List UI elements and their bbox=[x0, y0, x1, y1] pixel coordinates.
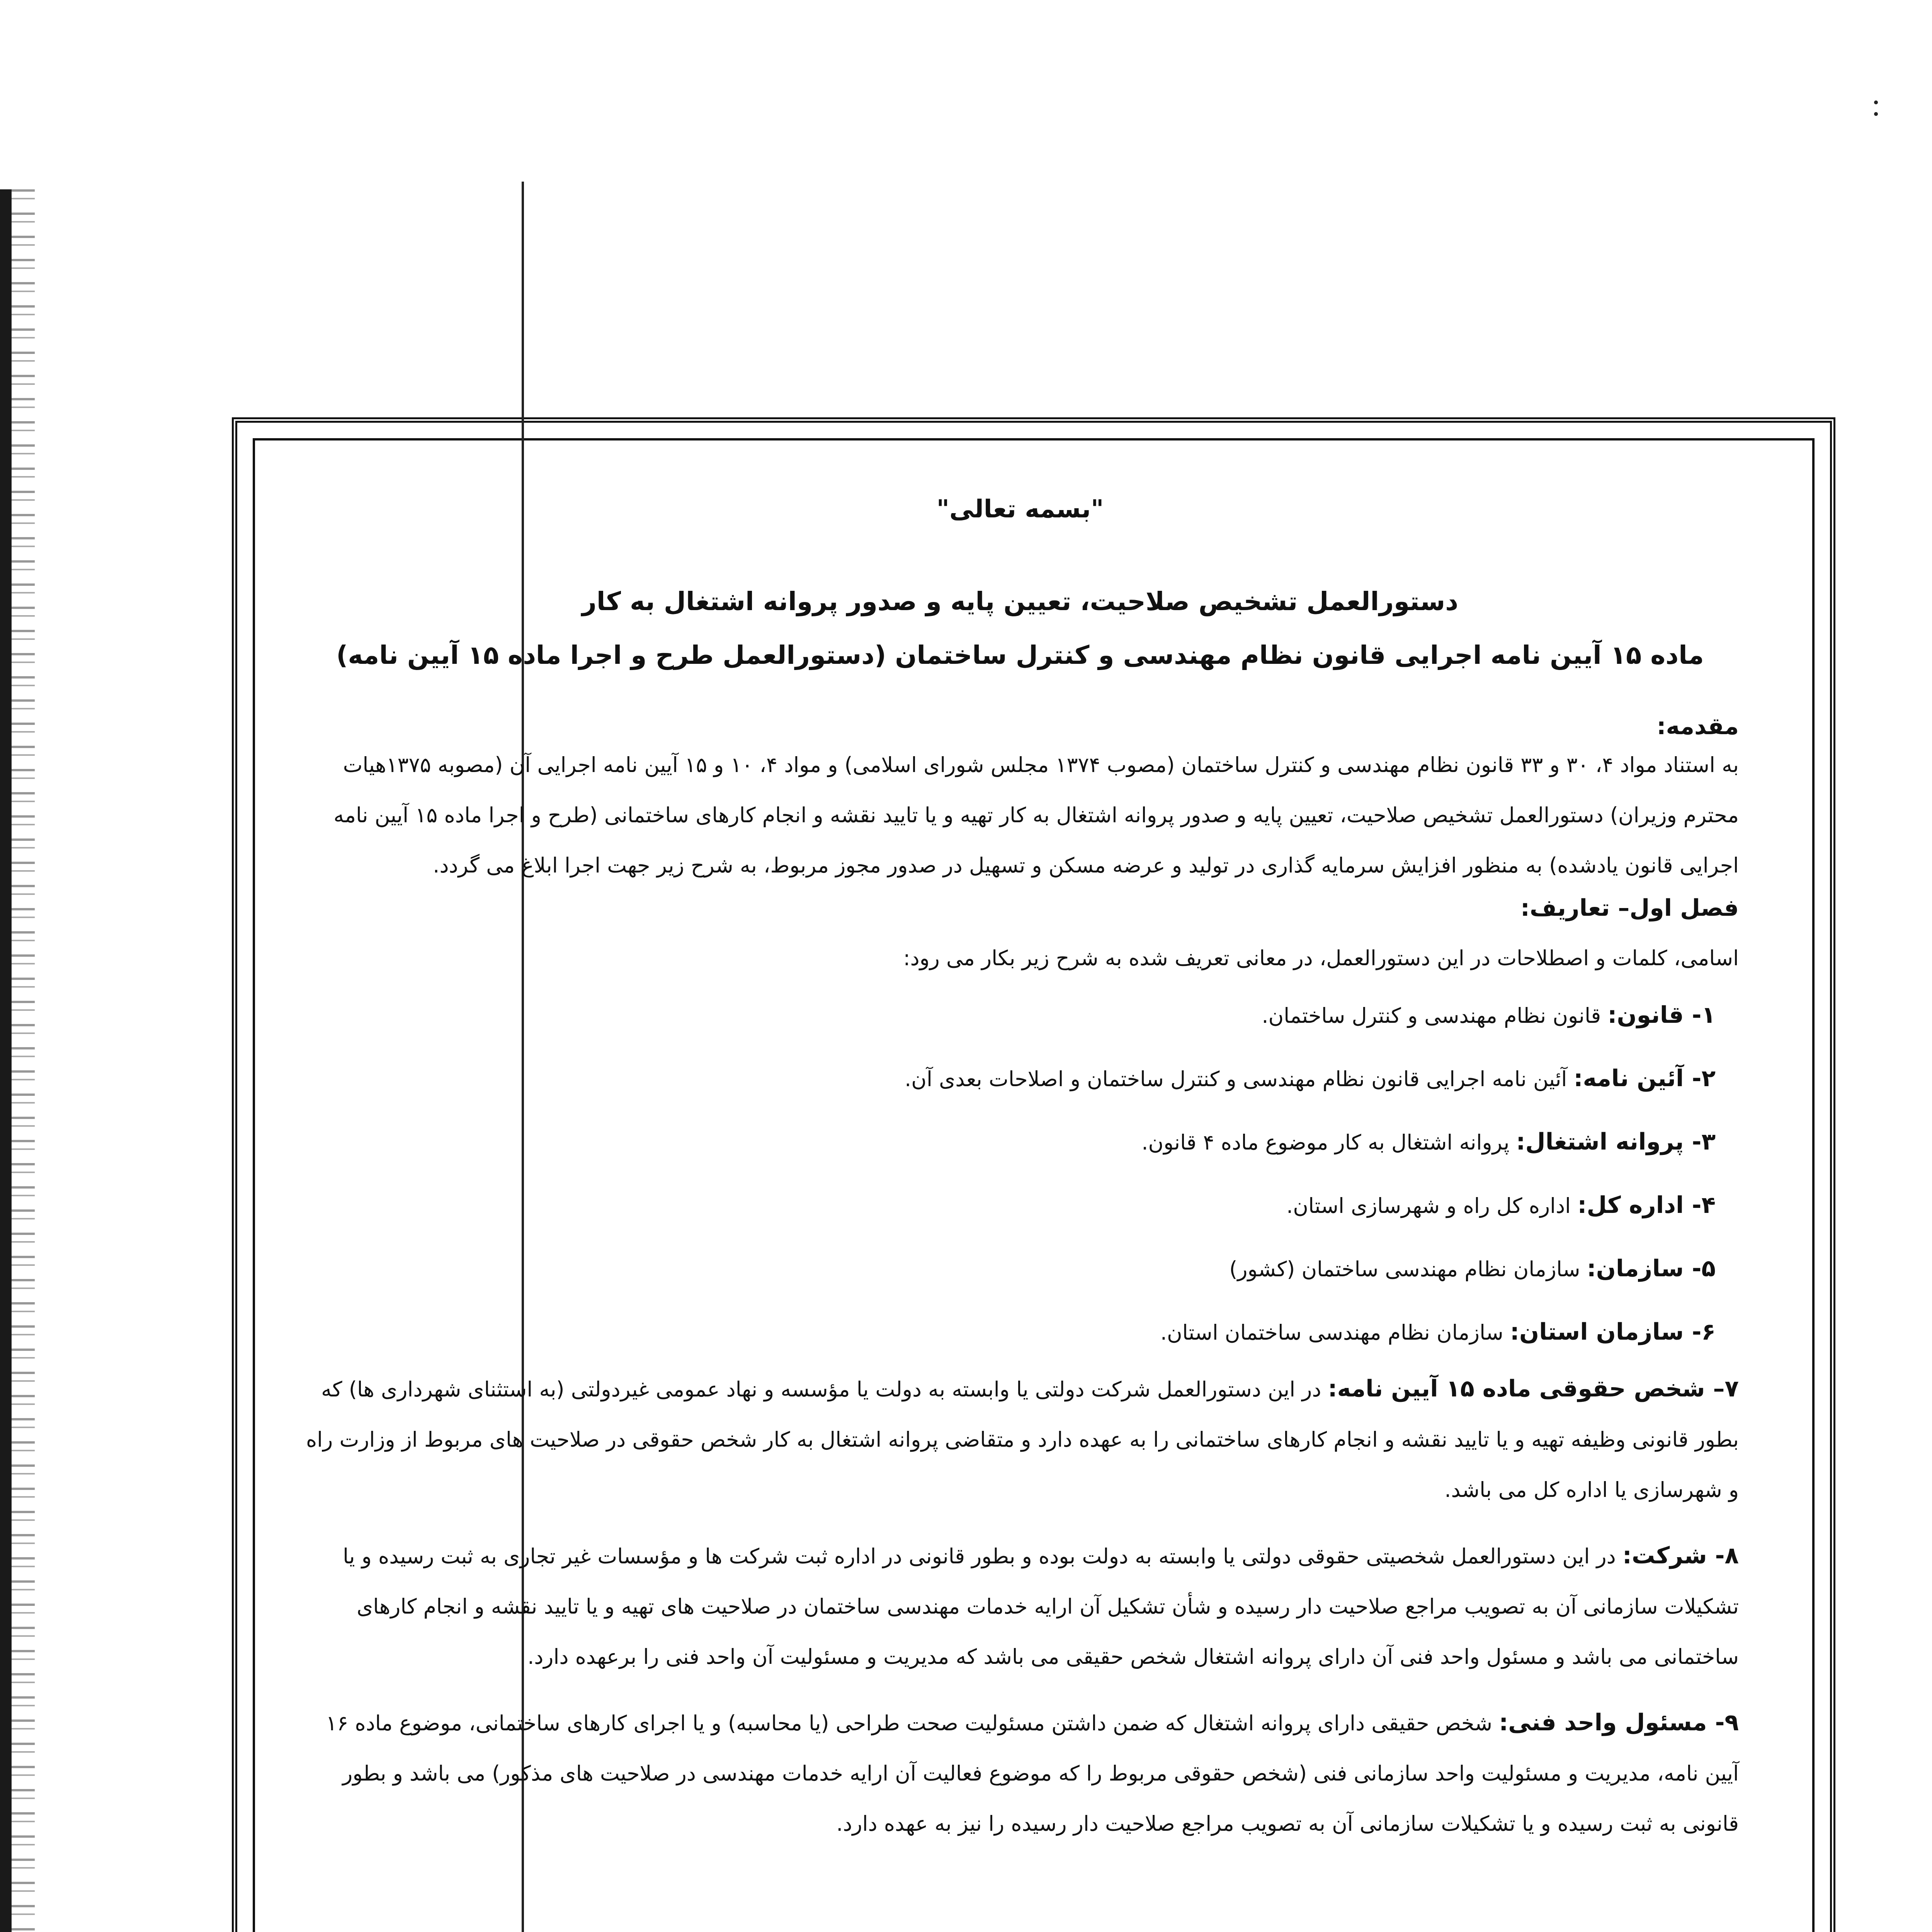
definition-item bbox=[301, 1189, 1739, 1221]
chapter1-intro: اسامی، کلمات و اصطلاحات در این دستورالعمل، در معانی تعریف شده به شرح زیر بکار می رود: bbox=[903, 946, 1739, 971]
definition-term: ۴- اداره کل: bbox=[1577, 1192, 1716, 1219]
document-subtitle: ماده ۱۵ آیین نامه اجرایی قانون نظام مهندسی و کنترل ساختمان (دستورالعمل طرح و اجرا ماده ۱۵ آیین نامه) bbox=[336, 640, 1704, 670]
scan-dot bbox=[1874, 100, 1878, 104]
chapter1-heading: فصل اول– تعاریف: bbox=[1520, 895, 1739, 922]
definition-item bbox=[301, 1531, 1739, 1682]
scan-edge-strip bbox=[0, 189, 12, 1932]
basmala-heading: "بسمه تعالی" bbox=[936, 495, 1104, 524]
definition-text: اداره کل راه و شهرسازی استان. bbox=[1286, 1194, 1578, 1218]
scan-left-edge-artifact bbox=[0, 189, 39, 1932]
definition-text: در این دستورالعمل شرکت دولتی یا وابسته به دولت یا مؤسسه و نهاد عمومی غیردولتی (به استثنای شهرداری ها) که بطور قانونی وظیفه تهیه و یا تایید نقشه و انجام کارهای ساختمانی را به عهده دارد و متقاضی پروانه اشتغال به کار شخص حقوقی در صلاحیت های مربوط از وزارت راه و شهرسازی یا اداره کل می باشد. bbox=[306, 1377, 1739, 1502]
definition-term: ۸- شرکت: bbox=[1622, 1542, 1739, 1570]
definition-item bbox=[301, 1062, 1739, 1095]
definition-text: پروانه اشتغال به کار موضوع ماده ۴ قانون. bbox=[1141, 1130, 1516, 1155]
definition-text: سازمان نظام مهندسی ساختمان (کشور) bbox=[1229, 1257, 1587, 1282]
definition-text: شخص حقیقی دارای پروانه اشتغال که ضمن داشتن مسئولیت صحت طراحی (یا محاسبه) و یا اجرای کارهای ساختمانی، موضوع ماده ۱۶ آیین نامه، مدیریت و مسئولیت واحد سازمانی فنی (شخص حقوقی مربوط را که موضوع فعالیت آن ارایه خدمات مهندسی در صلاحیت های مذکور) می باشد و بطور قانونی به ثبت رسیده و یا تشکیلات سازمانی آن به تصویب مراجع صلاحیت دار رسیده را نیز به عهده دارد. bbox=[326, 1711, 1739, 1836]
definition-item bbox=[301, 1252, 1739, 1285]
definition-text: در این دستورالعمل شخصیتی حقوقی دولتی یا وابسته به دولت بوده و بطور قانونی در اداره ثبت شرکت ها و مؤسسات غیر تجاری به ثبت رسیده و یا تشکیلات سازمانی آن به تصویب مراجع صلاحیت دار رسیده و شأن تشکیل آن ارایه خدمات مهندسی ساختمان در صلاحیت های تهیه و یا تایید نقشه و انجام کارهای ساختمانی می باشد و مسئول واحد فنی آن دارای پروانه اشتغال شخص حقیقی می باشد که مدیریت و مسئولیت آن واحد فنی را برعهده دارد. bbox=[343, 1544, 1739, 1669]
scan-dot bbox=[1874, 112, 1878, 116]
definition-item bbox=[301, 1126, 1739, 1158]
definition-term: ۶- سازمان استان: bbox=[1510, 1318, 1716, 1346]
definition-term: ۵- سازمان: bbox=[1587, 1255, 1716, 1282]
definition-text: آئین نامه اجرایی قانون نظام مهندسی و کنترل ساختمان و اصلاحات بعدی آن. bbox=[905, 1067, 1574, 1092]
definition-term: ۹- مسئول واحد فنی: bbox=[1499, 1709, 1739, 1736]
intro-heading: مقدمه: bbox=[1656, 713, 1739, 740]
definition-item bbox=[301, 1697, 1739, 1849]
scan-edge-noise bbox=[12, 189, 35, 1932]
definition-text: قانون نظام مهندسی و کنترل ساختمان. bbox=[1262, 1003, 1608, 1028]
definition-term: ۷– شخص حقوقی ماده ۱۵ آیین نامه: bbox=[1328, 1375, 1739, 1403]
definition-item bbox=[301, 1316, 1739, 1348]
definition-term: ۱- قانون: bbox=[1607, 1002, 1716, 1029]
definition-term: ۳- پروانه اشتغال: bbox=[1516, 1128, 1716, 1156]
definition-text: سازمان نظام مهندسی ساختمان استان. bbox=[1160, 1320, 1510, 1345]
definition-item bbox=[301, 999, 1739, 1031]
definition-item bbox=[301, 1364, 1739, 1515]
intro-paragraph: به استناد مواد ۴، ۳۰ و ۳۳ قانون نظام مهندسی و کنترل ساختمان (مصوب ۱۳۷۴ مجلس شورای اسلامی) و مواد ۴، ۱۰ و ۱۵ آیین نامه اجرایی آن (مصوبه ۱۳۷۵هیات محترم وزیران) دستورالعمل تشخیص صلاحیت، تعیین پایه و صدور پروانه اشتغال به کار تهیه و یا تایید نقشه و انجام کارهای ساختمانی (طرح و اجرا ماده ۱۵ آیین نامه اجرایی قانون یادشده) به منظور افزایش سرمایه گذاری در تولید و عرضه مسکن و تسهیل در صدور مجوز مربوط، به شرح زیر جهت اجرا ابلاغ می گردد. bbox=[333, 753, 1739, 878]
document-title: دستورالعمل تشخیص صلاحیت، تعیین پایه و صدور پروانه اشتغال به کار bbox=[582, 586, 1459, 616]
scan-top-dots bbox=[1870, 100, 1882, 124]
document-body bbox=[301, 479, 1739, 1849]
definition-term: ۲- آئین نامه: bbox=[1573, 1065, 1716, 1092]
